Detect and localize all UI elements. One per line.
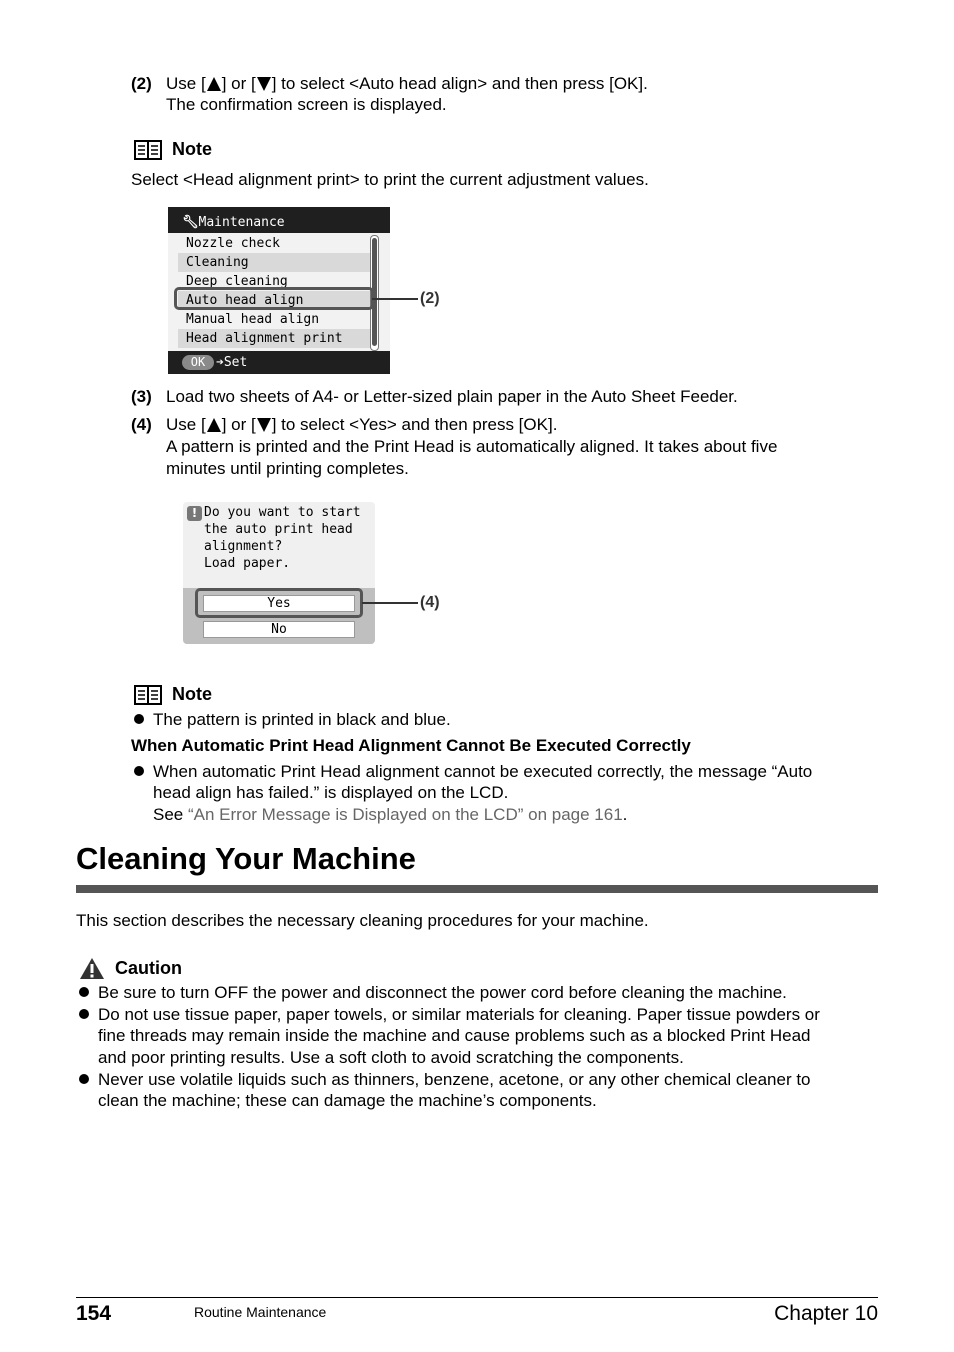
- callout-leader-line: [372, 298, 418, 300]
- menu-item-auto-head-align[interactable]: Auto head align: [178, 291, 371, 310]
- down-arrow-icon: [257, 77, 271, 91]
- book-icon: [134, 140, 162, 160]
- up-arrow-icon: [207, 418, 221, 432]
- footer-rule: [76, 1297, 878, 1298]
- caution-heading: [79, 957, 182, 980]
- dialog-message-line: alignment?: [204, 539, 283, 554]
- bullet-icon: [134, 714, 144, 724]
- note-label: Note: [172, 139, 212, 159]
- heading-rule: [76, 885, 878, 893]
- dialog-message-line: Load paper.: [204, 556, 291, 571]
- step-number: (3): [131, 387, 152, 406]
- bullet-icon: [134, 766, 144, 776]
- bullet-icon: [79, 1009, 89, 1019]
- lcd-maintenance-menu: [168, 207, 390, 374]
- footer-chapter: Chapter 10: [774, 1302, 878, 1325]
- book-icon: [134, 685, 162, 705]
- lcd-title-bar: [168, 207, 390, 233]
- menu-item-deep-cleaning[interactable]: Deep cleaning: [186, 274, 288, 289]
- note-heading: [134, 139, 212, 161]
- tools-icon: 🔧︎: [182, 215, 199, 230]
- callout-label: (2): [420, 290, 440, 307]
- no-button[interactable]: No: [203, 621, 355, 638]
- up-arrow-icon: [207, 77, 221, 91]
- arrow-right-icon: ➔: [216, 355, 224, 370]
- caution-text-continued: and poor printing results. Use a soft cloth to avoid scratching the components.: [98, 1048, 684, 1067]
- lcd-footer: [168, 351, 390, 374]
- callout-label: (4): [420, 594, 440, 611]
- lcd-title: Maintenance: [198, 215, 285, 230]
- page-number: 154: [76, 1302, 112, 1325]
- note-bullet-text-continued: head align has failed.” is displayed on the LCD.: [153, 783, 509, 802]
- note-label: Note: [172, 684, 212, 704]
- dialog-message-line: the auto print head: [204, 522, 353, 537]
- note-text: Select <Head alignment print> to print the current adjustment values.: [131, 170, 649, 189]
- caution-label: Caution: [115, 957, 182, 978]
- menu-item-cleaning[interactable]: Cleaning: [178, 253, 371, 272]
- note-bullet-text: The pattern is printed in black and blue.: [153, 710, 451, 729]
- cross-reference-link[interactable]: “An Error Message is Displayed on the LCD” on page 161: [187, 805, 623, 824]
- note-heading: [134, 684, 212, 706]
- menu-item-head-alignment-print[interactable]: Head alignment print: [178, 329, 371, 348]
- footer-section-name: Routine Maintenance: [194, 1304, 327, 1320]
- step-instruction: Use [ ] or [ ] to select <Yes> and then press [OK].: [166, 415, 558, 434]
- down-arrow-icon: [257, 418, 271, 432]
- bullet-icon: [79, 1074, 89, 1084]
- warning-triangle-icon: [79, 957, 105, 980]
- step-instruction: Use [ ] or [ ] to select <Auto head align> and then press [OK].: [166, 74, 648, 93]
- step-number: (4): [131, 415, 152, 434]
- step-result: A pattern is printed and the Print Head is automatically aligned. It takes about five: [166, 437, 778, 456]
- step-number: (2): [131, 74, 152, 93]
- caution-text: Never use volatile liquids such as thinners, benzene, acetone, or any other chemical cleaner to: [98, 1070, 811, 1089]
- caution-text: Be sure to turn OFF the power and disconnect the power cord before cleaning the machine.: [98, 983, 787, 1002]
- note-bullet-text: When automatic Print Head alignment cannot be executed correctly, the message “Auto: [153, 762, 813, 781]
- set-hint: ➔Set: [216, 355, 248, 370]
- bullet-icon: [79, 987, 89, 997]
- yes-button[interactable]: Yes: [203, 595, 355, 612]
- step-result: The confirmation screen is displayed.: [166, 95, 447, 114]
- step-result-continued: minutes until printing completes.: [166, 459, 409, 478]
- dialog-message-line: Do you want to start: [204, 505, 361, 520]
- selection-highlight: [174, 287, 374, 310]
- section-title: Cleaning Your Machine: [76, 841, 416, 876]
- warning-icon: !: [187, 506, 202, 521]
- see-reference: See “An Error Message is Displayed on the LCD” on page 161.: [153, 805, 628, 824]
- note-subheading: When Automatic Print Head Alignment Cannot Be Executed Correctly: [131, 736, 691, 755]
- ok-button[interactable]: OK: [182, 355, 214, 370]
- caution-text-continued: clean the machine; these can damage the machine’s components.: [98, 1091, 597, 1110]
- caution-text-continued: fine threads may remain inside the machine and cause problems such as a blocked Print Head: [98, 1026, 811, 1045]
- selection-highlight: [195, 588, 363, 618]
- step-instruction: Load two sheets of A4- or Letter-sized plain paper in the Auto Sheet Feeder.: [166, 387, 738, 406]
- callout-leader-line: [362, 602, 418, 604]
- caution-text: Do not use tissue paper, paper towels, or similar materials for cleaning. Paper tissue powders or: [98, 1005, 820, 1024]
- lcd-confirmation-dialog: [183, 502, 375, 644]
- menu-item-manual-head-align[interactable]: Manual head align: [186, 312, 320, 327]
- section-intro: This section describes the necessary cleaning procedures for your machine.: [76, 911, 649, 930]
- menu-item-nozzle-check[interactable]: Nozzle check: [186, 236, 280, 251]
